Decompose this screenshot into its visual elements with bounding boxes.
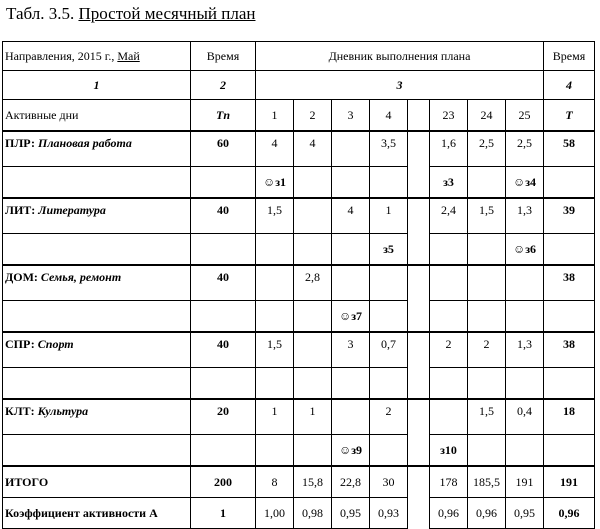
gap-cell: [408, 332, 430, 368]
category-name: Культура: [37, 404, 89, 418]
col-num-2: 2: [191, 71, 256, 100]
note-cell: [370, 301, 408, 333]
category-label: [3, 265, 191, 301]
notes-total-cell: [544, 368, 595, 400]
value-cell: [332, 131, 370, 167]
notes-label-cell: [3, 234, 191, 266]
value-cell: 0,7: [370, 332, 408, 368]
gap-cell: [408, 466, 430, 498]
note-cell: [294, 301, 332, 333]
gap-cell: [408, 234, 430, 266]
category-total: 38: [544, 265, 595, 301]
total-time: 200: [191, 466, 256, 498]
value-cell: [370, 265, 408, 301]
time-header: Время: [191, 42, 256, 71]
day-cell: 4: [370, 100, 408, 132]
note-cell: [294, 435, 332, 467]
caption-prefix: Табл. 3.5.: [6, 4, 79, 23]
coef-label: Коэффициент активности А: [3, 498, 191, 529]
category-row: [3, 332, 595, 368]
notes-row: [3, 234, 595, 266]
value-cell: [468, 265, 506, 301]
value-cell: [332, 399, 370, 435]
coef-cell: 1,00: [256, 498, 294, 529]
gap-cell: [408, 435, 430, 467]
category-row: [3, 131, 595, 167]
notes-label-cell: [3, 301, 191, 333]
category-row: [3, 198, 595, 234]
total-cell: 15,8: [294, 466, 332, 498]
category-name: Семья, ремонт: [40, 270, 122, 284]
note-cell: [256, 368, 294, 400]
note-cell: з3: [430, 167, 468, 199]
value-cell: 2,4: [430, 198, 468, 234]
coef-cell: 0,95: [506, 498, 544, 529]
category-time: 40: [191, 265, 256, 301]
gap-cell: [408, 301, 430, 333]
coef-cell: 0,93: [370, 498, 408, 529]
caption-title: Простой месячный план: [78, 4, 256, 23]
category-time: 20: [191, 399, 256, 435]
category-total: 18: [544, 399, 595, 435]
value-cell: 1: [256, 399, 294, 435]
total-cell: 191: [506, 466, 544, 498]
value-cell: 1: [294, 399, 332, 435]
value-cell: 0,4: [506, 399, 544, 435]
day-cell: 3: [332, 100, 370, 132]
note-cell: [256, 234, 294, 266]
value-cell: 1,3: [506, 332, 544, 368]
category-code: ПЛР:: [5, 136, 39, 150]
total-cell: 30: [370, 466, 408, 498]
category-label: [3, 399, 191, 435]
category-label: [3, 198, 191, 234]
note-cell: [468, 301, 506, 333]
category-row: [3, 265, 595, 301]
note-cell: [294, 234, 332, 266]
note-cell: [256, 301, 294, 333]
value-cell: [256, 265, 294, 301]
value-cell: 1: [370, 198, 408, 234]
note-cell: [468, 167, 506, 199]
note-cell: [370, 167, 408, 199]
gap-cell: [408, 198, 430, 234]
notes-time-cell: [191, 368, 256, 400]
note-cell: [506, 435, 544, 467]
tp-label: Tп: [191, 100, 256, 132]
gap-cell: [408, 131, 430, 167]
coef-total: 0,96: [544, 498, 595, 529]
gap-cell: [408, 100, 430, 132]
category-name: Литература: [38, 203, 106, 217]
notes-row: [3, 167, 595, 199]
gap-cell: [408, 167, 430, 199]
value-cell: 2,8: [294, 265, 332, 301]
notes-time-cell: [191, 301, 256, 333]
value-cell: [506, 265, 544, 301]
coef-cell: 0,98: [294, 498, 332, 529]
note-cell: [332, 368, 370, 400]
category-code: ЛИТ:: [5, 203, 39, 217]
note-cell: [506, 301, 544, 333]
value-cell: 2,5: [468, 131, 506, 167]
notes-label-cell: [3, 167, 191, 199]
col-num-1: 1: [3, 71, 191, 100]
note-cell: [294, 167, 332, 199]
value-cell: 1,3: [506, 198, 544, 234]
month-label: Май: [117, 48, 140, 63]
note-cell: [430, 301, 468, 333]
category-label: [3, 332, 191, 368]
value-cell: 4: [256, 131, 294, 167]
category-code: СПР:: [5, 337, 38, 351]
category-total: 38: [544, 332, 595, 368]
diary-header: Дневник выполнения плана: [256, 42, 544, 71]
value-cell: 1,5: [468, 399, 506, 435]
note-cell: [468, 435, 506, 467]
category-name: Плановая работа: [38, 136, 132, 150]
value-cell: [294, 332, 332, 368]
header-row: [3, 42, 595, 71]
notes-total-cell: [544, 167, 595, 199]
value-cell: 2: [468, 332, 506, 368]
day-cell: 23: [430, 100, 468, 132]
note-cell: з10: [430, 435, 468, 467]
notes-row: [3, 301, 595, 333]
active-days-row: [3, 100, 595, 132]
note-cell: [370, 368, 408, 400]
coef-row: [3, 498, 595, 529]
note-cell: [332, 234, 370, 266]
note-cell: з5: [370, 234, 408, 266]
notes-total-cell: [544, 435, 595, 467]
coef-cell: 0,96: [430, 498, 468, 529]
total-row: [3, 466, 595, 498]
notes-label-cell: [3, 435, 191, 467]
value-cell: 4: [332, 198, 370, 234]
total-label: ИТОГО: [3, 466, 191, 498]
notes-total-cell: [544, 234, 595, 266]
note-cell: ☺з4: [506, 167, 544, 199]
column-number-row: [3, 71, 595, 100]
day-cell: 2: [294, 100, 332, 132]
category-total: 58: [544, 131, 595, 167]
notes-total-cell: [544, 301, 595, 333]
note-cell: [256, 435, 294, 467]
value-cell: 3: [332, 332, 370, 368]
value-cell: [294, 198, 332, 234]
note-cell: [332, 167, 370, 199]
coef-cell: 0,96: [468, 498, 506, 529]
category-time: 60: [191, 131, 256, 167]
col-num-3: 3: [256, 71, 544, 100]
note-cell: [370, 435, 408, 467]
value-cell: 2: [370, 399, 408, 435]
category-total: 39: [544, 198, 595, 234]
value-cell: 1,5: [468, 198, 506, 234]
time-header-2: Время: [544, 42, 595, 71]
coef-time: 1: [191, 498, 256, 529]
category-label: [3, 131, 191, 167]
value-cell: 3,5: [370, 131, 408, 167]
active-days-label: Активные дни: [3, 100, 191, 132]
total-sum: 191: [544, 466, 595, 498]
value-cell: 2: [430, 332, 468, 368]
note-cell: [294, 368, 332, 400]
note-cell: ☺з6: [506, 234, 544, 266]
note-cell: ☺з7: [332, 301, 370, 333]
value-cell: 1,5: [256, 332, 294, 368]
category-row: [3, 399, 595, 435]
category-code: ДОМ:: [5, 270, 41, 284]
day-cell: 1: [256, 100, 294, 132]
value-cell: [430, 399, 468, 435]
note-cell: ☺з1: [256, 167, 294, 199]
coef-cell: 0,95: [332, 498, 370, 529]
note-cell: ☺з9: [332, 435, 370, 467]
gap-cell: [408, 368, 430, 400]
note-cell: [468, 368, 506, 400]
value-cell: [332, 265, 370, 301]
total-cell: 8: [256, 466, 294, 498]
gap-cell: [408, 399, 430, 435]
monthly-plan-table: [2, 41, 595, 529]
category-code: КЛТ:: [5, 404, 38, 418]
table-caption: [6, 4, 256, 24]
value-cell: 1,5: [256, 198, 294, 234]
note-cell: [430, 368, 468, 400]
notes-time-cell: [191, 435, 256, 467]
value-cell: 2,5: [506, 131, 544, 167]
directions-header: Направления, 2015 г., Май: [3, 42, 191, 71]
notes-time-cell: [191, 234, 256, 266]
day-cell: 24: [468, 100, 506, 132]
day-cell: 25: [506, 100, 544, 132]
notes-time-cell: [191, 167, 256, 199]
value-cell: 4: [294, 131, 332, 167]
category-time: 40: [191, 198, 256, 234]
notes-row: [3, 368, 595, 400]
category-name: Спорт: [37, 337, 74, 351]
value-cell: 1,6: [430, 131, 468, 167]
category-time: 40: [191, 332, 256, 368]
gap-cell: [408, 498, 430, 529]
note-cell: [468, 234, 506, 266]
note-cell: [430, 234, 468, 266]
total-cell: 185,5: [468, 466, 506, 498]
note-cell: [506, 368, 544, 400]
total-cell: 178: [430, 466, 468, 498]
t-label: T: [544, 100, 595, 132]
col-num-4: 4: [544, 71, 595, 100]
value-cell: [430, 265, 468, 301]
notes-label-cell: [3, 368, 191, 400]
notes-row: [3, 435, 595, 467]
gap-cell: [408, 265, 430, 301]
total-cell: 22,8: [332, 466, 370, 498]
